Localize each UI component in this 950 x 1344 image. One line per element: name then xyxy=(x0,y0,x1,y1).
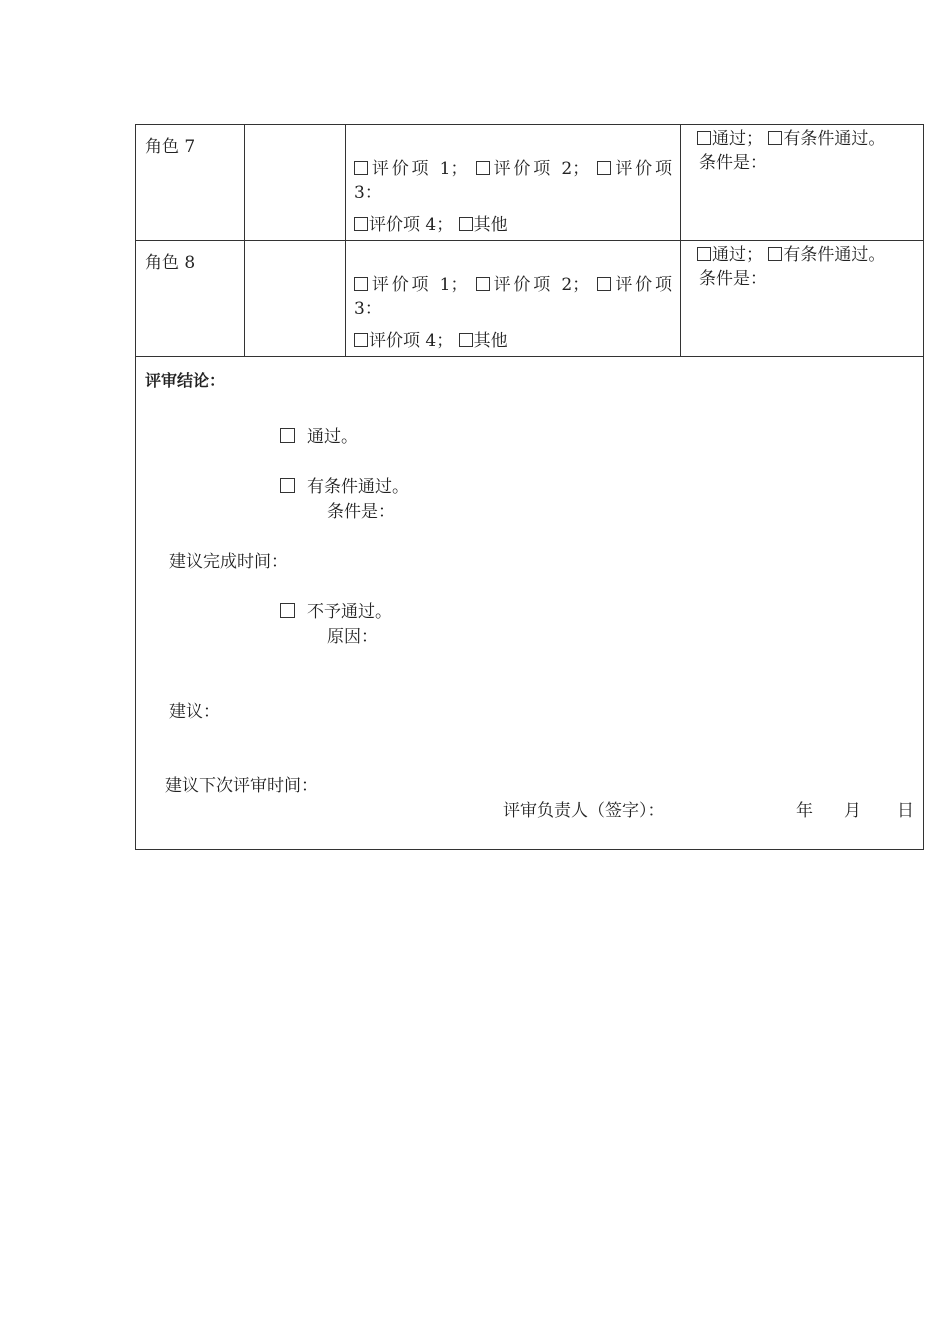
evaluation-item-label: 评价项 4； xyxy=(369,215,454,235)
option-pass xyxy=(280,425,358,449)
evaluation-items-line xyxy=(354,273,672,297)
result-options xyxy=(697,243,917,267)
checkbox-icon[interactable] xyxy=(768,131,782,145)
evaluation-item-label: 评价项 2； xyxy=(490,159,590,179)
result-conditional-label: 有条件通过。 xyxy=(783,245,886,265)
checkbox-icon[interactable] xyxy=(354,277,368,291)
evaluation-item-label: 评价项 2； xyxy=(490,275,590,295)
evaluation-items-line: 3： xyxy=(354,299,382,319)
signature-label: 评审负责人（签字）： xyxy=(503,801,665,821)
evaluation-item-label: 评价项 xyxy=(612,159,673,179)
conclusion-heading: 评审结论： xyxy=(145,371,226,390)
checkbox-icon[interactable] xyxy=(354,161,368,175)
role-name: 角色 7 xyxy=(136,125,245,241)
checkbox-icon[interactable] xyxy=(280,428,295,443)
checkbox-icon[interactable] xyxy=(476,161,490,175)
suggested-completion-label: 建议完成时间： xyxy=(169,552,288,572)
checkbox-icon[interactable] xyxy=(597,277,611,291)
checkbox-icon[interactable] xyxy=(768,247,782,261)
date-year-label: 年 xyxy=(796,801,813,821)
evaluation-items-cell xyxy=(346,125,681,241)
condition-label: 条件是： xyxy=(699,153,767,173)
checkbox-icon[interactable] xyxy=(354,333,368,347)
evaluation-items-line xyxy=(354,213,672,237)
evaluation-items-line: 3： xyxy=(354,183,382,203)
evaluation-item-label: 其他 xyxy=(473,331,508,351)
checkbox-icon[interactable] xyxy=(459,217,473,231)
review-table xyxy=(135,124,924,850)
evaluation-item-label: 评价项 1； xyxy=(369,275,468,295)
date-month-label: 月 xyxy=(844,801,861,821)
suggestion-label: 建议： xyxy=(169,702,220,722)
role-row xyxy=(136,125,924,241)
result-conditional-label: 有条件通过。 xyxy=(783,129,886,149)
condition-label: 条件是： xyxy=(699,269,767,289)
checkbox-icon[interactable] xyxy=(354,217,368,231)
option-conditional xyxy=(280,475,409,499)
condition-label: 条件是： xyxy=(327,502,395,522)
checkbox-icon[interactable] xyxy=(697,131,711,145)
checkbox-icon[interactable] xyxy=(280,603,295,618)
checkbox-icon[interactable] xyxy=(459,333,473,347)
result-pass-label: 通过； xyxy=(712,129,763,149)
role-row xyxy=(136,241,924,357)
evaluation-items-cell xyxy=(346,241,681,357)
evaluation-items-line xyxy=(354,157,672,181)
role-blank-cell[interactable] xyxy=(245,241,346,357)
evaluation-item-label: 其他 xyxy=(473,215,508,235)
conclusion-cell xyxy=(136,357,924,850)
checkbox-icon[interactable] xyxy=(280,478,295,493)
result-pass-label: 通过； xyxy=(712,245,763,265)
option-pass-label: 通过。 xyxy=(307,427,358,447)
result-cell xyxy=(681,125,924,241)
evaluation-item-label: 评价项 4； xyxy=(369,331,454,351)
result-cell xyxy=(681,241,924,357)
role-name: 角色 8 xyxy=(136,241,245,357)
evaluation-items-line xyxy=(354,329,672,353)
option-conditional-label: 有条件通过。 xyxy=(307,477,409,497)
date-day-label: 日 xyxy=(897,801,914,821)
option-reject-label: 不予通过。 xyxy=(307,602,392,622)
evaluation-item-label: 评价项 xyxy=(612,275,673,295)
result-options xyxy=(697,127,917,151)
checkbox-icon[interactable] xyxy=(597,161,611,175)
checkbox-icon[interactable] xyxy=(476,277,490,291)
option-reject xyxy=(280,600,392,624)
reason-label: 原因： xyxy=(327,627,378,647)
role-blank-cell[interactable] xyxy=(245,125,346,241)
checkbox-icon[interactable] xyxy=(697,247,711,261)
conclusion-row xyxy=(136,357,924,850)
evaluation-item-label: 评价项 1； xyxy=(369,159,468,179)
next-review-label: 建议下次评审时间： xyxy=(165,776,318,796)
